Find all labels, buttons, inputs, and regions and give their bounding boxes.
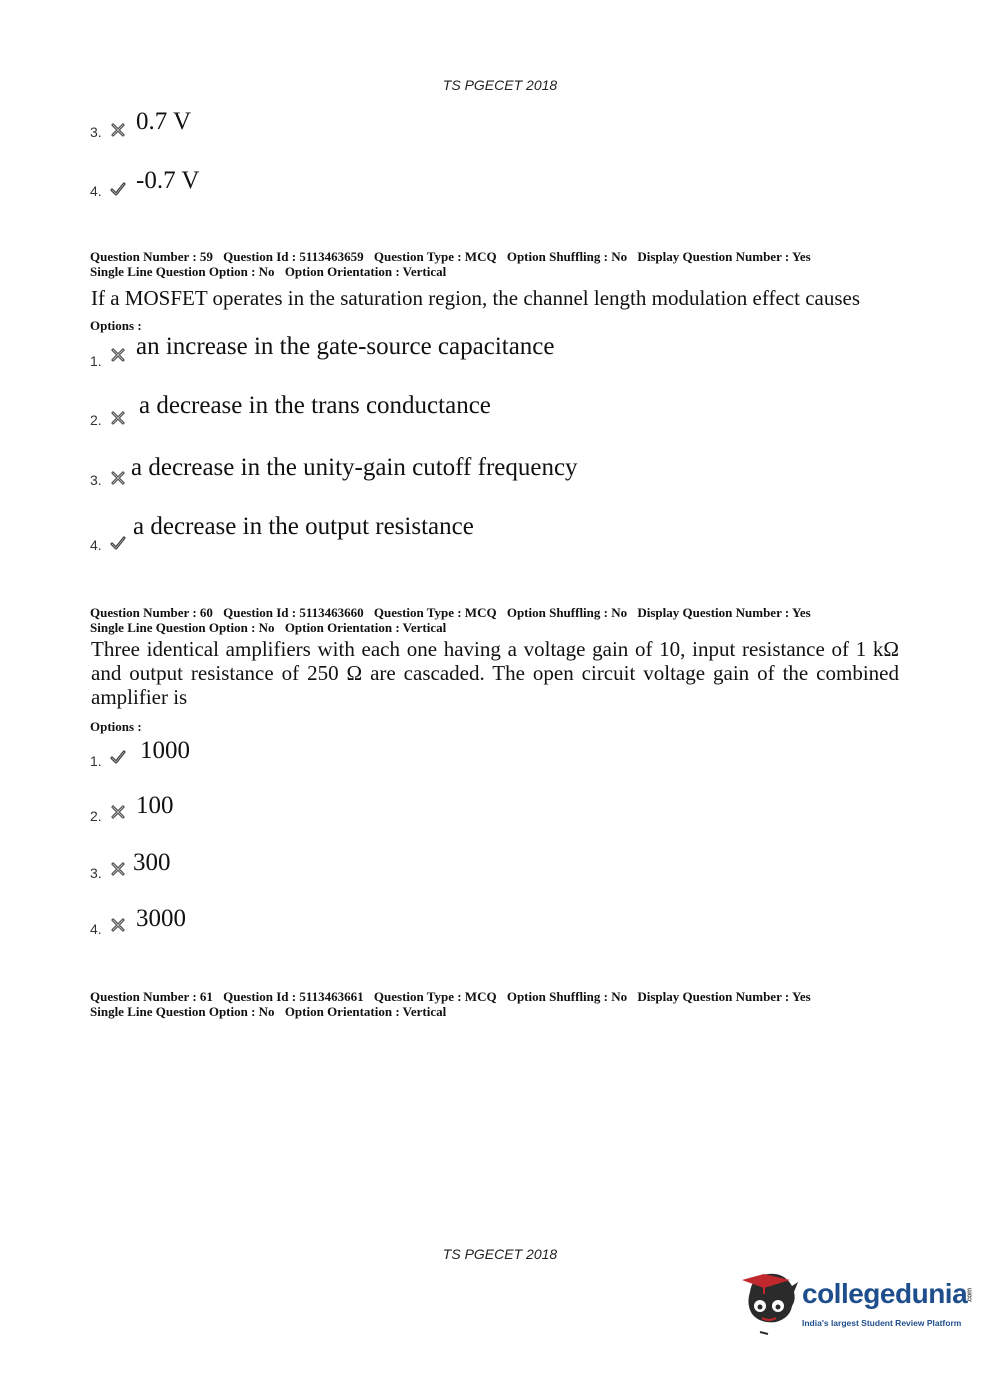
meta-field: Question Id : 5113463661 — [223, 989, 364, 1004]
option-text: 0.7 V — [136, 108, 192, 135]
question-line: Three identical amplifiers with each one having a voltage gain of 10, input resistance of 1 kΩ — [91, 637, 899, 661]
options-label: Options : — [90, 318, 142, 333]
collegedunia-logo[interactable] — [742, 1270, 972, 1340]
option-text: a decrease in the output resistance — [133, 513, 474, 540]
options-label: Options : — [90, 719, 142, 734]
check-icon — [110, 535, 126, 551]
logo-brand: collegedunia — [802, 1278, 968, 1309]
meta-field: Single Line Question Option : No — [90, 1004, 275, 1019]
question-59-text: If a MOSFET operates in the saturation region, the channel length modulation effect causes — [91, 286, 861, 310]
meta-field: Option Orientation : Vertical — [284, 264, 447, 279]
logo-tagline: India's largest Student Review Platform — [802, 1318, 962, 1328]
cross-icon — [110, 470, 126, 486]
meta-field: Display Question Number : Yes — [637, 605, 811, 620]
meta-field: Option Shuffling : No — [506, 249, 628, 264]
meta-field: Question Id : 5113463660 — [223, 605, 364, 620]
option-number: 1. — [90, 753, 102, 769]
option-text: a decrease in the trans conductance — [139, 392, 491, 419]
check-icon — [110, 749, 126, 765]
option-text: an increase in the gate-source capacitance — [136, 333, 555, 360]
meta-field: Single Line Question Option : No — [90, 620, 275, 635]
cross-icon — [110, 347, 126, 363]
question-line: amplifier is — [91, 685, 188, 709]
option-text: 100 — [136, 792, 174, 819]
meta-field: Single Line Question Option : No — [90, 264, 275, 279]
meta-field: Question Type : MCQ — [373, 249, 497, 264]
question-60-meta — [90, 605, 818, 635]
option-number: 1. — [90, 353, 102, 369]
option-text: 300 — [133, 849, 171, 876]
meta-field: Option Orientation : Vertical — [284, 1004, 447, 1019]
question-line: and output resistance of 250 Ω are cascaded. The open circuit voltage gain of the combined — [91, 661, 899, 685]
cross-icon — [110, 917, 126, 933]
meta-field: Option Shuffling : No — [506, 989, 628, 1004]
logo-suffix: .com — [966, 1288, 974, 1303]
option-number: 3. — [90, 472, 102, 488]
cross-icon — [110, 122, 126, 138]
meta-field: Question Id : 5113463659 — [223, 249, 364, 264]
question-61-meta — [90, 989, 818, 1019]
meta-field: Question Number : 59 — [90, 249, 213, 264]
option-number: 2. — [90, 412, 102, 428]
option-number: 4. — [90, 183, 102, 199]
cross-icon — [110, 410, 126, 426]
option-text: -0.7 V — [136, 167, 200, 194]
meta-field: Display Question Number : Yes — [637, 249, 811, 264]
meta-field: Question Type : MCQ — [373, 605, 497, 620]
option-text: a decrease in the unity-gain cutoff frequency — [131, 454, 578, 481]
meta-field: Option Shuffling : No — [506, 605, 628, 620]
meta-field: Option Orientation : Vertical — [284, 620, 447, 635]
meta-field: Question Number : 60 — [90, 605, 213, 620]
meta-field: Question Type : MCQ — [373, 989, 497, 1004]
page-header: TS PGECET 2018 — [442, 77, 558, 93]
option-text: 3000 — [136, 905, 186, 932]
meta-field: Question Number : 61 — [90, 989, 213, 1004]
page-footer: TS PGECET 2018 — [442, 1246, 558, 1262]
option-number: 4. — [90, 921, 102, 937]
question-59-meta — [90, 249, 818, 279]
mascot-icon — [742, 1270, 802, 1336]
cross-icon — [110, 861, 126, 877]
cross-icon — [110, 804, 126, 820]
option-number: 2. — [90, 808, 102, 824]
meta-field: Display Question Number : Yes — [637, 989, 811, 1004]
option-text: 1000 — [140, 737, 190, 764]
option-number: 3. — [90, 124, 102, 140]
question-60-text — [91, 637, 899, 709]
check-icon — [110, 181, 126, 197]
option-number: 4. — [90, 537, 102, 553]
option-number: 3. — [90, 865, 102, 881]
